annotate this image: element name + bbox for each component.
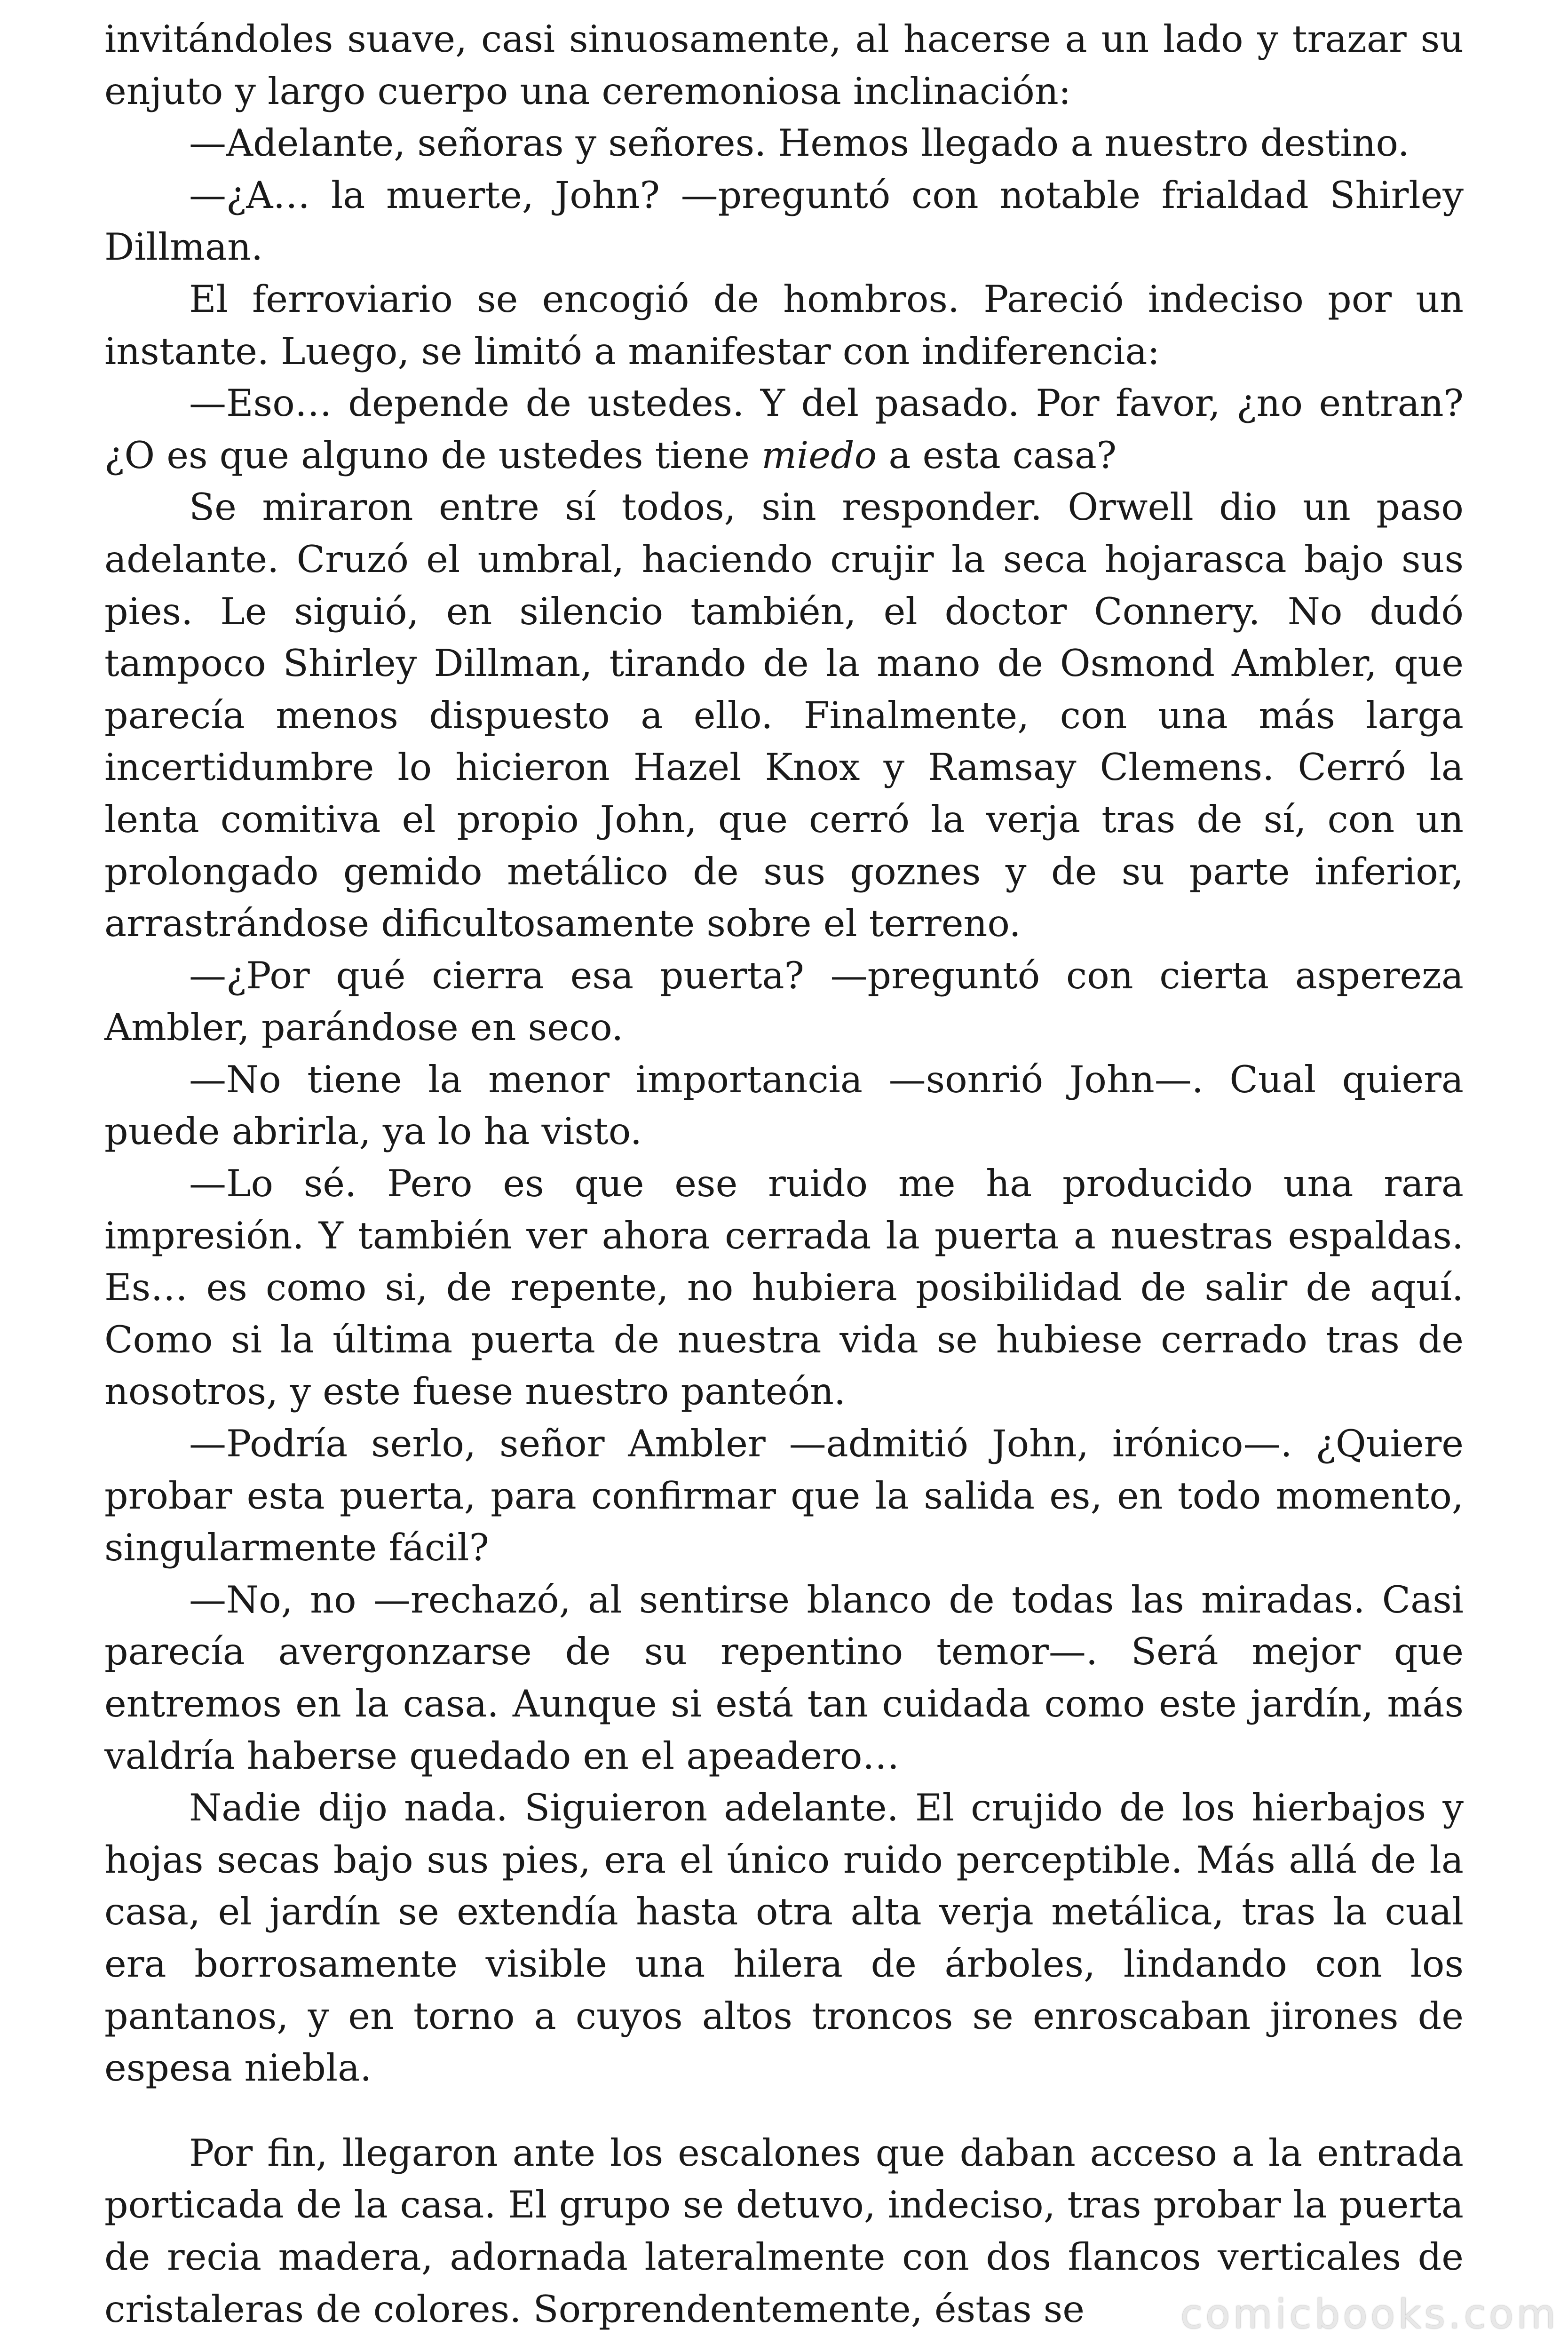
paragraph-text: —Eso… depende de ustedes. Y del pasado. Por favor, ¿no entran? ¿O es que alguno de ustedes tiene [104, 381, 1464, 477]
italic-word: miedo [761, 433, 877, 477]
paragraph-text: Nadie dijo nada. Siguieron adelante. El crujido de los hierbajos y hojas secas bajo sus pies, era el único ruido perceptible. Más allá de la casa, el jardín se extendía hasta otra alta verja metálica, tras la cual era borrosamente visible una hilera de árboles, lindando con los pantanos, y en torno a cuyos altos troncos se enroscaban jirones de espesa niebla. [104, 1786, 1464, 2090]
paragraph [104, 1782, 1464, 2094]
paragraph [104, 1158, 1464, 1418]
paragraph [104, 1418, 1464, 1574]
paragraph-text: invitándoles suave, casi sinuosamente, al hacerse a un lado y trazar su enjuto y largo cuerpo una ceremoniosa inclinación: [104, 17, 1464, 113]
paragraph [104, 1574, 1464, 1782]
paragraph [104, 169, 1464, 273]
paragraph-text: —Lo sé. Pero es que ese ruido me ha producido una rara impresión. Y también ver ahora cerrada la puerta a nuestras espaldas. Es… es como si, de repente, no hubiera posibilidad de salir de aquí. Como si la última puerta de nuestra vida se hubiese cerrado tras de nosotros, y este fuese nuestro panteón. [104, 1162, 1464, 1414]
paragraph [104, 273, 1464, 377]
paragraph-text: —No, no —rechazó, al sentirse blanco de todas las miradas. Casi parecía avergonzarse de su repentino temor—. Será mejor que entremos en la casa. Aunque si está tan cuidada como este jardín, más valdría haberse quedado en el apeadero… [104, 1578, 1464, 1778]
paragraph-text: a esta casa? [877, 433, 1117, 477]
paragraph-text: —¿Por qué cierra esa puerta? —preguntó con cierta aspereza Ambler, parándose en seco. [104, 954, 1464, 1049]
watermark: comicbooks.com [1180, 2291, 1559, 2338]
paragraph [104, 117, 1464, 169]
book-page [104, 13, 1464, 2335]
paragraph [104, 13, 1464, 117]
paragraph [104, 1054, 1464, 1158]
paragraph-text: —¿A… la muerte, John? —preguntó con notable frialdad Shirley Dillman. [104, 173, 1464, 269]
paragraph-text: —No tiene la menor importancia —sonrió John—. Cual quiera puede abrirla, ya lo ha visto. [104, 1057, 1464, 1153]
paragraph-text: —Adelante, señoras y señores. Hemos llegado a nuestro destino. [189, 121, 1410, 165]
paragraph-text: El ferroviario se encogió de hombros. Pareció indeciso por un instante. Luego, se limitó a manifestar con indiferencia: [104, 277, 1464, 373]
paragraph-text: Por fin, llegaron ante los escalones que daban acceso a la entrada porticada de la casa. El grupo se detuvo, indeciso, tras probar la puerta de recia madera, adornada lateralmente con dos flancos verticales de cristaleras de colores. Sorprendentemente, éstas se [104, 2131, 1464, 2331]
paragraph [104, 950, 1464, 1054]
paragraph [104, 481, 1464, 949]
paragraph [104, 377, 1464, 481]
paragraph-text: Se miraron entre sí todos, sin responder. Orwell dio un paso adelante. Cruzó el umbral, haciendo crujir la seca hojarasca bajo sus pies. Le siguió, en silencio también, el doctor Connery. No dudó tampoco Shirley Dillman, tirando de la mano de Osmond Ambler, que parecía menos dispuesto a ello. Finalmente, con una más larga incertidumbre lo hicieron Hazel Knox y Ramsay Clemens. Cerró la lenta comitiva el propio John, que cerró la verja tras de sí, con un prolongado gemido metálico de sus goznes y de su parte inferior, arrastrándose dificultosamente sobre el terreno. [104, 485, 1464, 946]
paragraph-text: —Podría serlo, señor Ambler —admitió John, irónico—. ¿Quiere probar esta puerta, para confirmar que la salida es, en todo momento, singularmente fácil? [104, 1422, 1464, 1570]
